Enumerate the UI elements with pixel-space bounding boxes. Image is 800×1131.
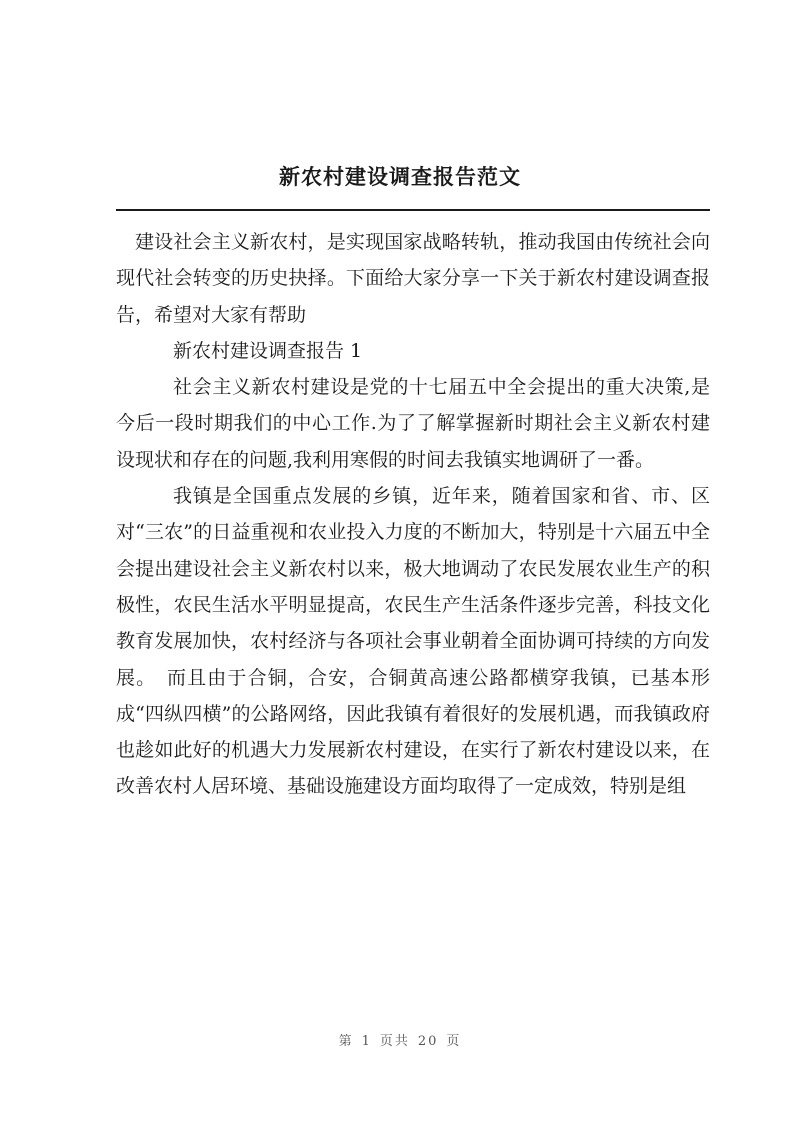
document-title: 新农村建设调查报告范文 xyxy=(279,164,521,189)
intro-paragraph: 建设社会主义新农村，是实现国家战略转轨，推动我国由传统社会向现代社会转变的历史抉择。下面给大家分享一下关于新农村建设调查报告，希望对大家有帮助 xyxy=(116,231,710,326)
page-footer xyxy=(0,1030,800,1049)
body-paragraph-1: 社会主义新农村建设是党的十七届五中全会提出的重大决策,是今后一段时期我们的中心工作.为了了解掌握新时期社会主义新农村建设现状和存在的问题,我利用寒假的时间去我镇实地调研了一番。 xyxy=(116,376,710,471)
footer-suffix: 页 xyxy=(446,1034,462,1049)
footer-middle: 页共 xyxy=(379,1034,410,1049)
document-body xyxy=(116,224,710,805)
body-paragraph-2: 我镇是全国重点发展的乡镇，近年来，随着国家和省、市、区对“三农”的日益重视和农业投入力度的不断加大，特别是十六届五中全会提出建设社会主义新农村以来，极大地调动了农民发展农业生产的积极性，农民生活水平明显提高，农民生产生活条件逐步完善，科技文化教育发展加快，农村经济与各项社会事业朝着全面协调可持续的方向发展。 而且由于合铜，合安，合铜黄高速公路都横穿我镇，已基本形成“四纵四横”的公路网络，因此我镇有着很好的发展机遇，而我镇政府也趁如此好的机遇大力发展新农村建设，在实行了新农村建设以来，在改善农村人居环境、基础设施建设方面均取得了一定成效，特别是组 xyxy=(116,485,710,798)
section-heading: 新农村建设调查报告 1 xyxy=(173,339,363,362)
footer-total-pages: 20 xyxy=(417,1034,439,1049)
footer-prefix: 第 xyxy=(338,1034,354,1049)
title-underline xyxy=(116,209,710,211)
footer-current-page: 1 xyxy=(361,1034,372,1049)
